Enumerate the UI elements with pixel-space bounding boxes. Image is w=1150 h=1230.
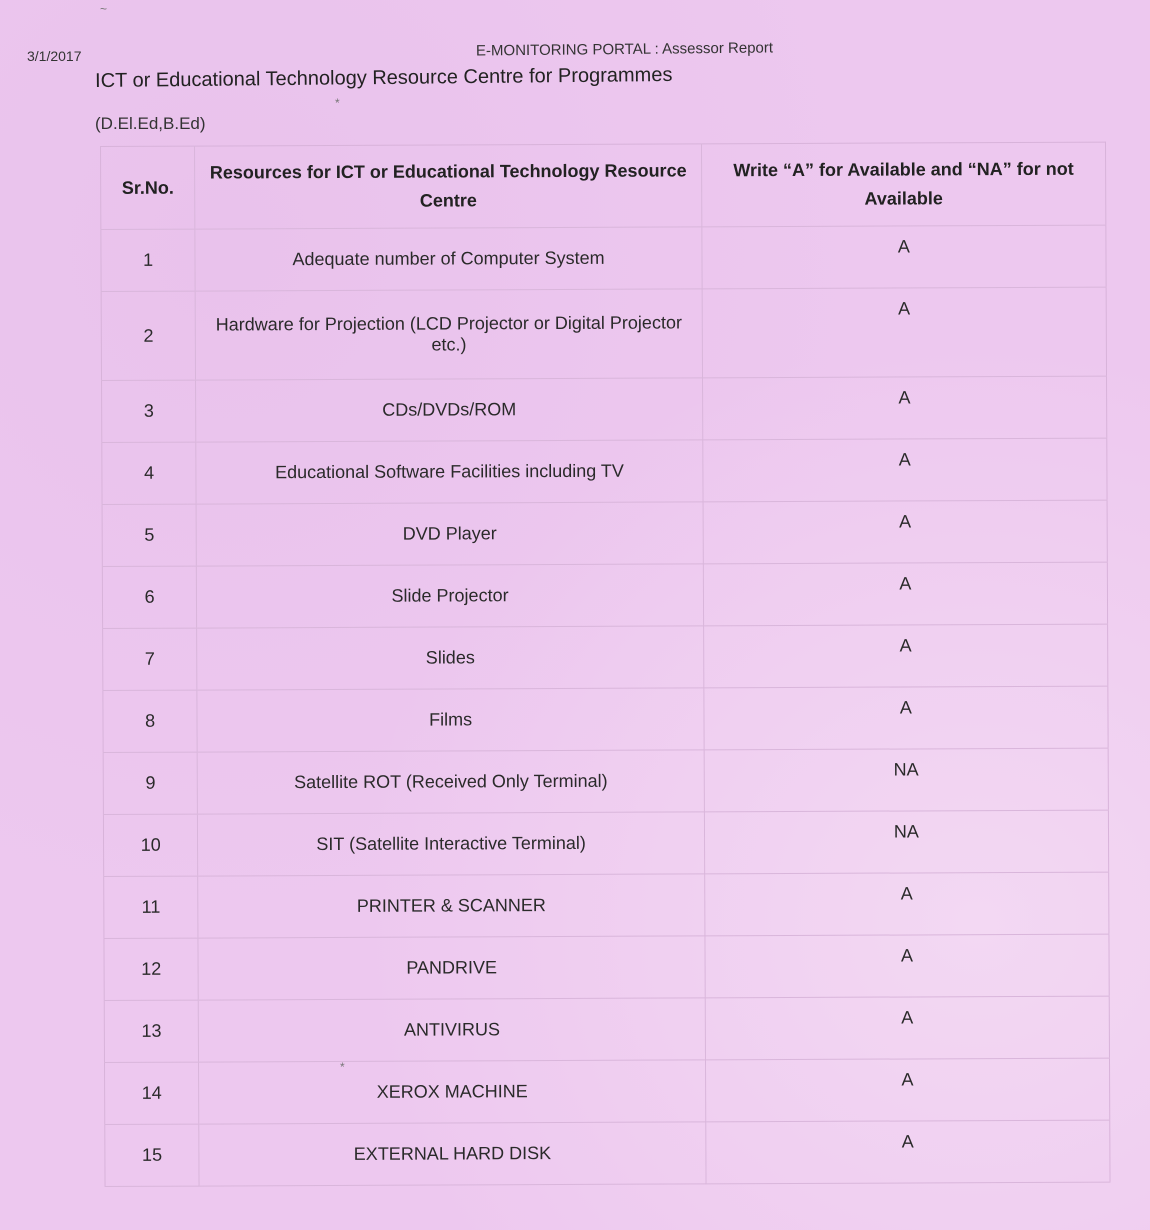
availability-status-cell: A (702, 287, 1107, 378)
availability-status-cell: NA (704, 810, 1108, 874)
table-row (105, 1120, 1110, 1186)
table-row (103, 624, 1108, 690)
resource-name-cell: Slides (197, 626, 704, 690)
sr-number-cell: 1 (101, 229, 196, 291)
resource-name-cell: XEROX MACHINE (199, 1060, 706, 1124)
availability-status-cell: A (703, 624, 1107, 688)
portal-header: E-MONITORING PORTAL : Assessor Report (475, 39, 774, 60)
resource-name-cell: Educational Software Facilities including TV (196, 440, 703, 504)
sr-number-cell: 8 (103, 690, 198, 752)
table-row (102, 500, 1107, 566)
scan-speck: * (340, 1060, 345, 1074)
resource-header: Resources for ICT or Educational Technology Resource Centre (195, 144, 702, 229)
availability-status-cell: A (703, 438, 1107, 502)
sr-number-cell: 12 (104, 938, 199, 1000)
resource-name-cell: PRINTER & SCANNER (198, 874, 705, 938)
scan-speck: * (335, 96, 340, 110)
availability-status-cell: A (703, 500, 1107, 564)
sr-number-cell: 9 (103, 752, 198, 814)
availability-status-cell: A (702, 376, 1106, 440)
resources-table-wrapper (100, 142, 1111, 1187)
sr-number-cell: 10 (103, 814, 198, 876)
table-row (103, 810, 1108, 876)
sr-number-cell: 11 (104, 876, 199, 938)
availability-status-cell: A (705, 872, 1109, 936)
programme-subtitle: (D.El.Ed,B.Ed) (95, 114, 206, 133)
availability-status-cell: A (703, 562, 1107, 626)
resource-name-cell: PANDRIVE (198, 936, 705, 1000)
availability-status-cell: NA (704, 748, 1108, 812)
resource-name-cell: Satellite ROT (Received Only Terminal) (197, 750, 704, 814)
resource-name-cell: Films (197, 688, 704, 752)
availability-status-cell: A (702, 225, 1106, 289)
resource-name-cell: Hardware for Projection (LCD Projector or Digital Projector etc.) (195, 289, 702, 380)
table-row (104, 996, 1109, 1062)
availability-status-cell: A (705, 934, 1109, 998)
resources-table (100, 142, 1111, 1187)
sr-number-cell: 7 (103, 628, 198, 690)
table-row (101, 225, 1106, 291)
page-title: ICT or Educational Technology Resource Centre for Programmes (95, 63, 673, 92)
sr-number-cell: 5 (102, 504, 197, 566)
sr-number-cell: 15 (105, 1124, 200, 1186)
sr-no-header: Sr.No. (101, 146, 196, 229)
availability-status-cell: A (704, 686, 1108, 750)
resource-name-cell: EXTERNAL HARD DISK (199, 1122, 706, 1186)
sr-number-cell: 6 (102, 566, 197, 628)
resource-name-cell: CDs/DVDs/ROM (196, 378, 703, 442)
sr-number-cell: 13 (104, 1000, 199, 1062)
availability-status-cell: A (705, 1058, 1109, 1122)
report-date: 3/1/2017 (27, 48, 82, 64)
table-row (104, 872, 1109, 938)
resource-name-cell: SIT (Satellite Interactive Terminal) (198, 812, 705, 876)
table-row (104, 934, 1109, 1000)
scan-speck: ~ (100, 2, 108, 16)
availability-header: Write “A” for Available and “NA” for not Available (701, 142, 1106, 227)
resource-name-cell: DVD Player (196, 502, 703, 566)
table-row (102, 376, 1107, 442)
table-row (101, 287, 1106, 380)
resource-name-cell: Adequate number of Computer System (195, 227, 702, 291)
resource-name-cell: ANTIVIRUS (199, 998, 706, 1062)
availability-status-cell: A (705, 996, 1109, 1060)
resource-name-cell: Slide Projector (197, 564, 704, 628)
table-row (103, 686, 1108, 752)
sr-number-cell: 2 (101, 291, 196, 380)
sr-number-cell: 3 (102, 380, 197, 442)
table-header-row (101, 142, 1106, 229)
availability-status-cell: A (706, 1120, 1110, 1184)
table-row (102, 438, 1107, 504)
table-row (102, 562, 1107, 628)
sr-number-cell: 14 (104, 1062, 199, 1124)
table-body (101, 225, 1110, 1186)
sr-number-cell: 4 (102, 442, 197, 504)
table-row (104, 1058, 1109, 1124)
table-row (103, 748, 1108, 814)
